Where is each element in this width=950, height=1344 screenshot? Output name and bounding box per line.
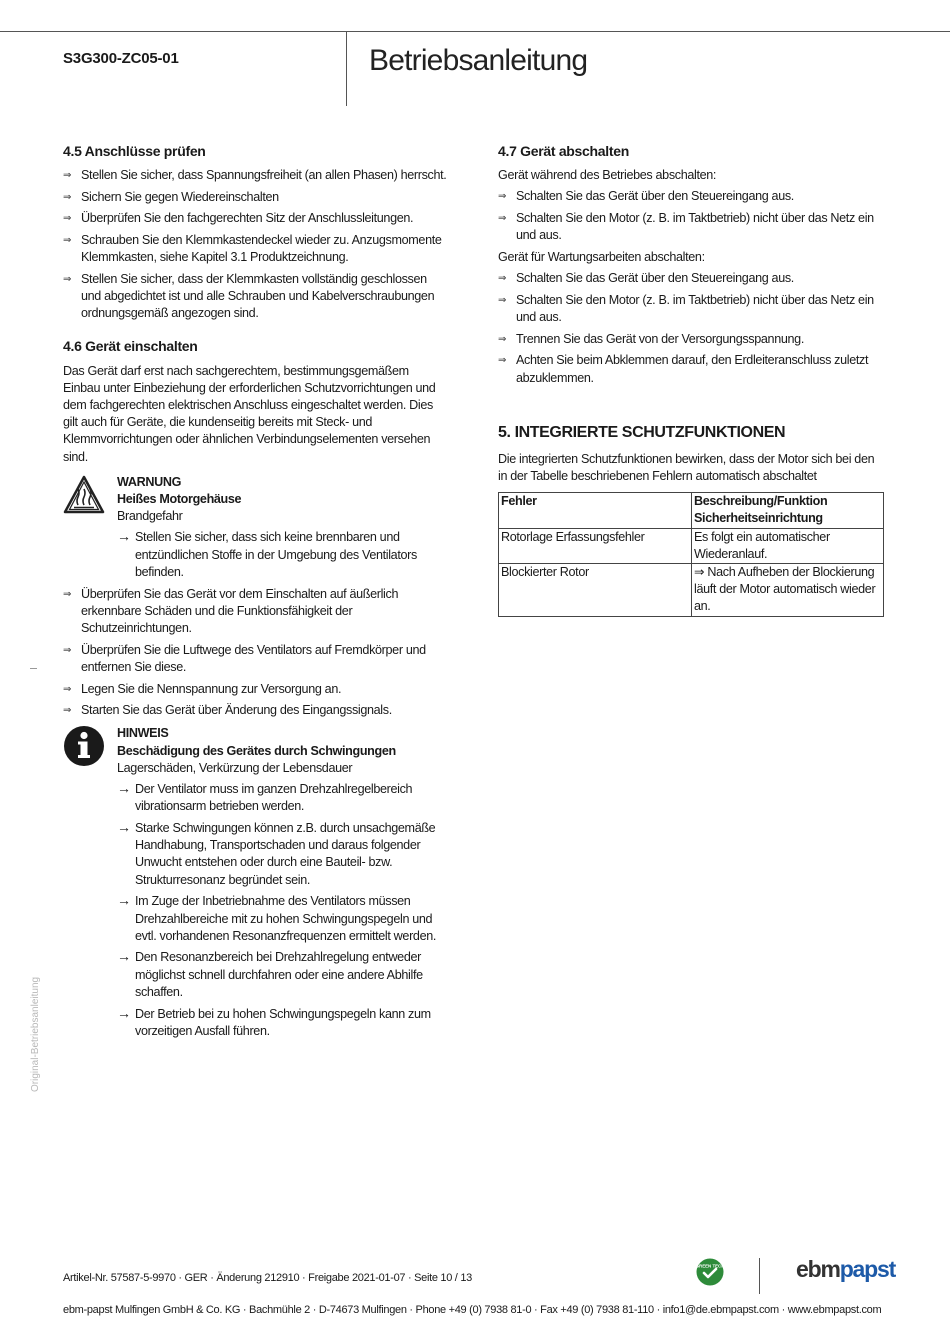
notice-title: Beschädigung des Gerätes durch Schwingungen (117, 743, 396, 758)
table-cell: ⇒ Nach Aufheben der Blockierung läuft der Motor automatisch wieder an. (692, 563, 884, 616)
side-label: Original-Betriebsanleitung (30, 976, 41, 1092)
checklist-4-5 (63, 167, 447, 323)
column-header: Beschreibung/Funktion Sicherheitseinrichtung (692, 493, 884, 528)
list-item: ⇒ Überprüfen Sie die Luftwege des Ventilators auf Fremdkörper und entfernen Sie diese. (63, 642, 447, 676)
column-header: Fehler (499, 493, 692, 528)
company-info: ebm-papst Mulfingen GmbH & Co. KG · Bachmühle 2 · D-74673 Mulfingen · Phone +49 (0) 7938 81-0 · Fax +49 (0) 7938 81-110 · info1@de.ebmpapst.com · www.ebmpapst.com (63, 1304, 882, 1316)
list-item: ⇒ Trennen Sie das Gerät von der Versorgungsspannung. (498, 331, 884, 348)
list-item: ⇒ Überprüfen Sie das Gerät vor dem Einschalten auf äußerlich erkennbare Schäden und die Funktionsfähigkeit der Schutzeinrichtungen. (63, 586, 447, 638)
list-item: ⇒ Schalten Sie den Motor (z. B. im Taktbetrieb) nicht über das Netz ein und aus. (498, 292, 884, 326)
list-item: ⇒ Stellen Sie sicher, dass der Klemmkasten vollständig geschlossen und abgedichtet ist und alle Schrauben und Kabelverschraubungen ordnungsgemäß angezogen sind. (63, 271, 447, 323)
list-item: → Stellen Sie sicher, dass sich keine brennbaren und entzündlichen Stoffe in der Umgebung des Ventilators befinden. (117, 529, 447, 581)
margin-mark (30, 668, 37, 669)
table-row (499, 563, 884, 616)
right-column (498, 142, 884, 617)
left-column (63, 142, 447, 1044)
model-number: S3G300-ZC05-01 (63, 50, 179, 67)
warning-subtitle: Brandgefahr (117, 509, 183, 524)
table-row (499, 528, 884, 563)
notice-label: HINWEIS (117, 726, 169, 741)
table-cell: Blockierter Rotor (499, 563, 692, 616)
list-item: ⇒ Schrauben Sie den Klemmkastendeckel wieder zu. Anzugsmomente Klemmkasten, siehe Kapitel 3.1 Produktzeichnung. (63, 232, 447, 266)
section-heading-5: 5. INTEGRIERTE SCHUTZFUNKTIONEN (498, 423, 786, 441)
info-icon (63, 725, 105, 767)
list-item: ⇒ Starten Sie das Gerät über Änderung des Eingangssignals. (63, 702, 447, 719)
list-item: → Starke Schwingungen können z.B. durch unsachgemäße Handhabung, Transportschaden und daraus folgender Unwucht entstehen oder durch eine Bauteil- bzw. Strukturresonanz begründet sein. (117, 820, 447, 889)
hot-surface-warning-icon (63, 474, 105, 516)
list-item: ⇒ Achten Sie beim Abklemmen darauf, den Erdleiteranschluss zuletzt abzuklemmen. (498, 352, 884, 386)
list-item: ⇒ Stellen Sie sicher, dass Spannungsfreiheit (an allen Phasen) herrscht. (63, 167, 447, 184)
checklist-4-6 (63, 586, 447, 720)
logo-divider (759, 1258, 760, 1294)
list-item: ⇒ Sichern Sie gegen Wiedereinschalten (63, 189, 447, 206)
document-title: Betriebsanleitung (369, 44, 588, 77)
warning-title: Heißes Motorgehäuse (117, 492, 242, 507)
paragraph: Gerät während des Betriebes abschalten: (498, 168, 717, 182)
list-item: ⇒ Schalten Sie den Motor (z. B. im Taktbetrieb) nicht über das Netz ein und aus. (498, 210, 884, 244)
warning-measures (117, 529, 447, 581)
paragraph: Gerät für Wartungsarbeiten abschalten: (498, 249, 705, 264)
paragraph: Das Gerät darf erst nach sachgerechtem, bestimmungsgemäßem Einbau unter Einbeziehung der erforderlichen Schutzvorrichtungen und dem fachgerechten elektrischen Anschluss eingeschaltet werden. Dies gilt auch für Geräte, die kundenseitig bereits mit Steck- und Klemmvorrichtungen oder ähnlichen Verbindungselementen versehen sind. (63, 363, 436, 464)
list-item: → Den Resonanzbereich bei Drehzahlregelung entweder möglichst schnell durchfahren oder eine andere Abhilfe schaffen. (117, 949, 447, 1001)
checklist-4-7-maintenance (498, 270, 884, 387)
notice-measures (117, 781, 447, 1040)
protection-functions-table (498, 492, 884, 616)
list-item: → Im Zuge der Inbetriebnahme des Ventilators müssen Drehzahlbereiche mit zu hohen Schwingungspegeln und evtl. vorhandenen Resonanzfrequenzen ermittelt werden. (117, 893, 447, 945)
list-item: → Der Betrieb bei zu hohen Schwingungspegeln kann zum vorzeitigen Ausfall führen. (117, 1006, 447, 1040)
article-info: Artikel-Nr. 57587-5-9970 · GER · Änderung 212910 · Freigabe 2021-01-07 · Seite 10 / 13 (63, 1272, 472, 1284)
svg-text:GREEN TECH: GREEN TECH (696, 1263, 724, 1269)
notice-subtitle: Lagerschäden, Verkürzung der Lebensdauer (117, 760, 353, 775)
table-header-row (499, 493, 884, 528)
list-item: ⇒ Schalten Sie das Gerät über den Steuereingang aus. (498, 188, 884, 205)
checklist-4-7-operation (498, 188, 884, 244)
list-item: → Der Ventilator muss im ganzen Drehzahlregelbereich vibrationsarm betrieben werden. (117, 781, 447, 815)
list-item: ⇒ Legen Sie die Nennspannung zur Versorgung an. (63, 681, 447, 698)
list-item: ⇒ Überprüfen Sie den fachgerechten Sitz der Anschlussleitungen. (63, 210, 447, 227)
section-heading-4-5: 4.5 Anschlüsse prüfen (63, 143, 206, 159)
paragraph: Die integrierten Schutzfunktionen bewirken, dass der Motor sich bei den in der Tabelle beschriebenen Fehlern automatisch abschaltet (498, 451, 875, 483)
list-item: ⇒ Schalten Sie das Gerät über den Steuereingang aus. (498, 270, 884, 287)
section-heading-4-7: 4.7 Gerät abschalten (498, 143, 629, 159)
header-divider (346, 31, 347, 106)
table-cell: Rotorlage Erfassungsfehler (499, 528, 692, 563)
header-rule (0, 31, 950, 32)
warning-label: WARNUNG (117, 474, 182, 489)
section-heading-4-6: 4.6 Gerät einschalten (63, 337, 198, 354)
notice-box (63, 725, 447, 1039)
table-cell: Es folgt ein automatischer Wiederanlauf. (692, 528, 884, 563)
greentech-badge-icon (696, 1258, 724, 1286)
warning-box (63, 474, 447, 581)
ebmpapst-logo: ebmpapst (796, 1256, 896, 1282)
